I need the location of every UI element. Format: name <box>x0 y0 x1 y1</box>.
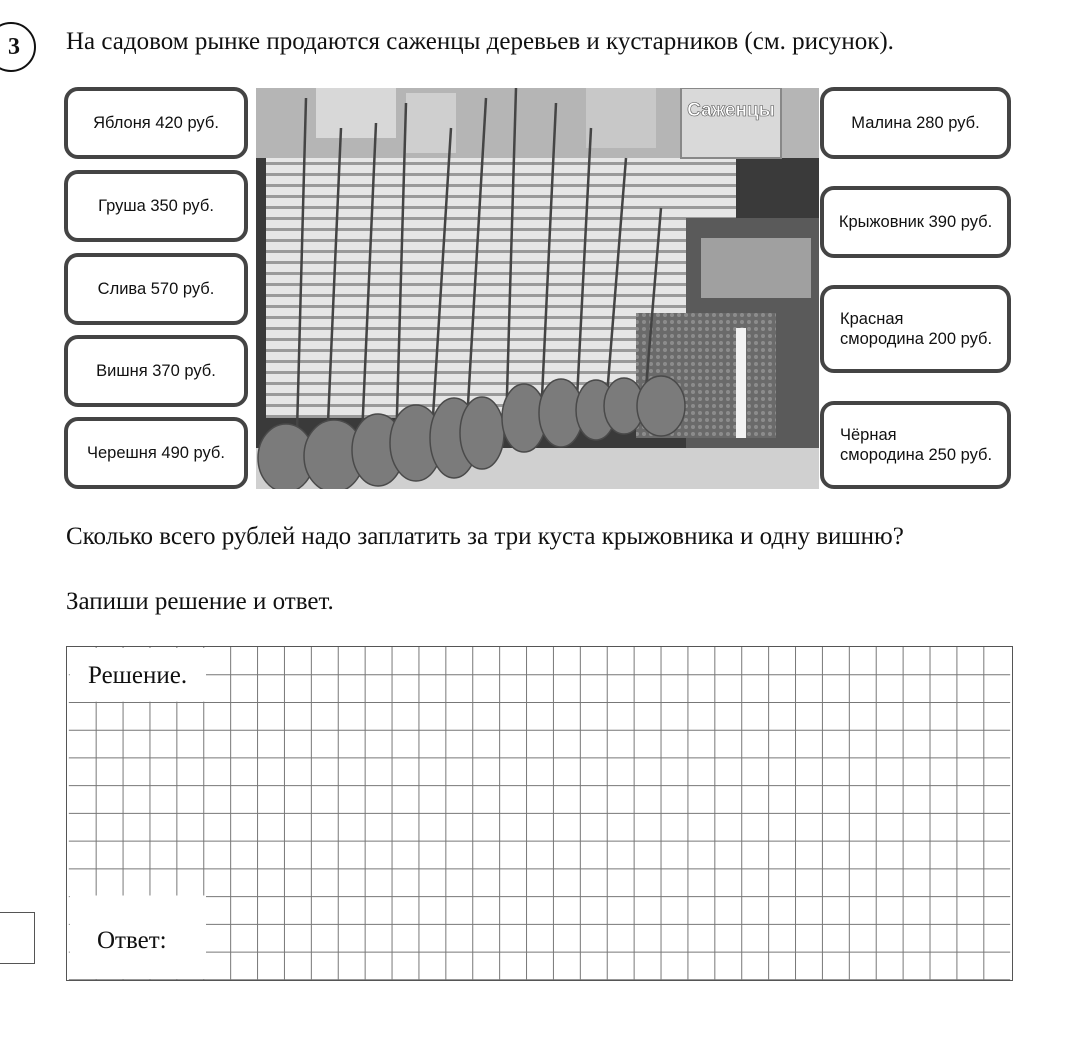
task-intro: На садовом рынке продаются саженцы деревьев и кустарников (см. рисунок). <box>66 28 894 55</box>
price-tag-apple: Яблоня 420 руб. <box>64 87 248 159</box>
solution-label: Решение. <box>88 662 188 689</box>
price-tag-pear: Груша 350 руб. <box>64 170 248 242</box>
price-tag-gooseberry: Крыжовник 390 руб. <box>820 186 1011 258</box>
store-sign-text: Саженцы <box>687 100 775 121</box>
price-tag-sweet-cherry: Черешня 490 руб. <box>64 417 248 489</box>
price-tag-red-currant-line2: смородина 200 руб. <box>840 330 993 348</box>
answer-grid <box>66 646 1013 981</box>
price-tag-black-currant-line2: смородина 250 руб. <box>840 446 993 464</box>
price-tag-cherry: Вишня 370 руб. <box>64 335 248 407</box>
score-box <box>0 912 35 964</box>
price-tag-black-currant <box>820 401 1011 489</box>
price-tag-raspberry: Малина 280 руб. <box>820 87 1011 159</box>
price-tag-plum: Слива 570 руб. <box>64 253 248 325</box>
instruction-text: Запиши решение и ответ. <box>66 588 334 615</box>
question-text: Сколько всего рублей надо заплатить за три куста крыжовника и одну вишню? <box>66 523 904 550</box>
price-tag-red-currant <box>820 285 1011 373</box>
price-tag-red-currant-line1: Красная <box>840 310 904 328</box>
seedlings-photo <box>256 88 819 489</box>
answer-label: Ответ: <box>97 927 167 954</box>
task-number: 3 <box>0 22 36 72</box>
price-tag-black-currant-line1: Чёрная <box>840 426 897 444</box>
